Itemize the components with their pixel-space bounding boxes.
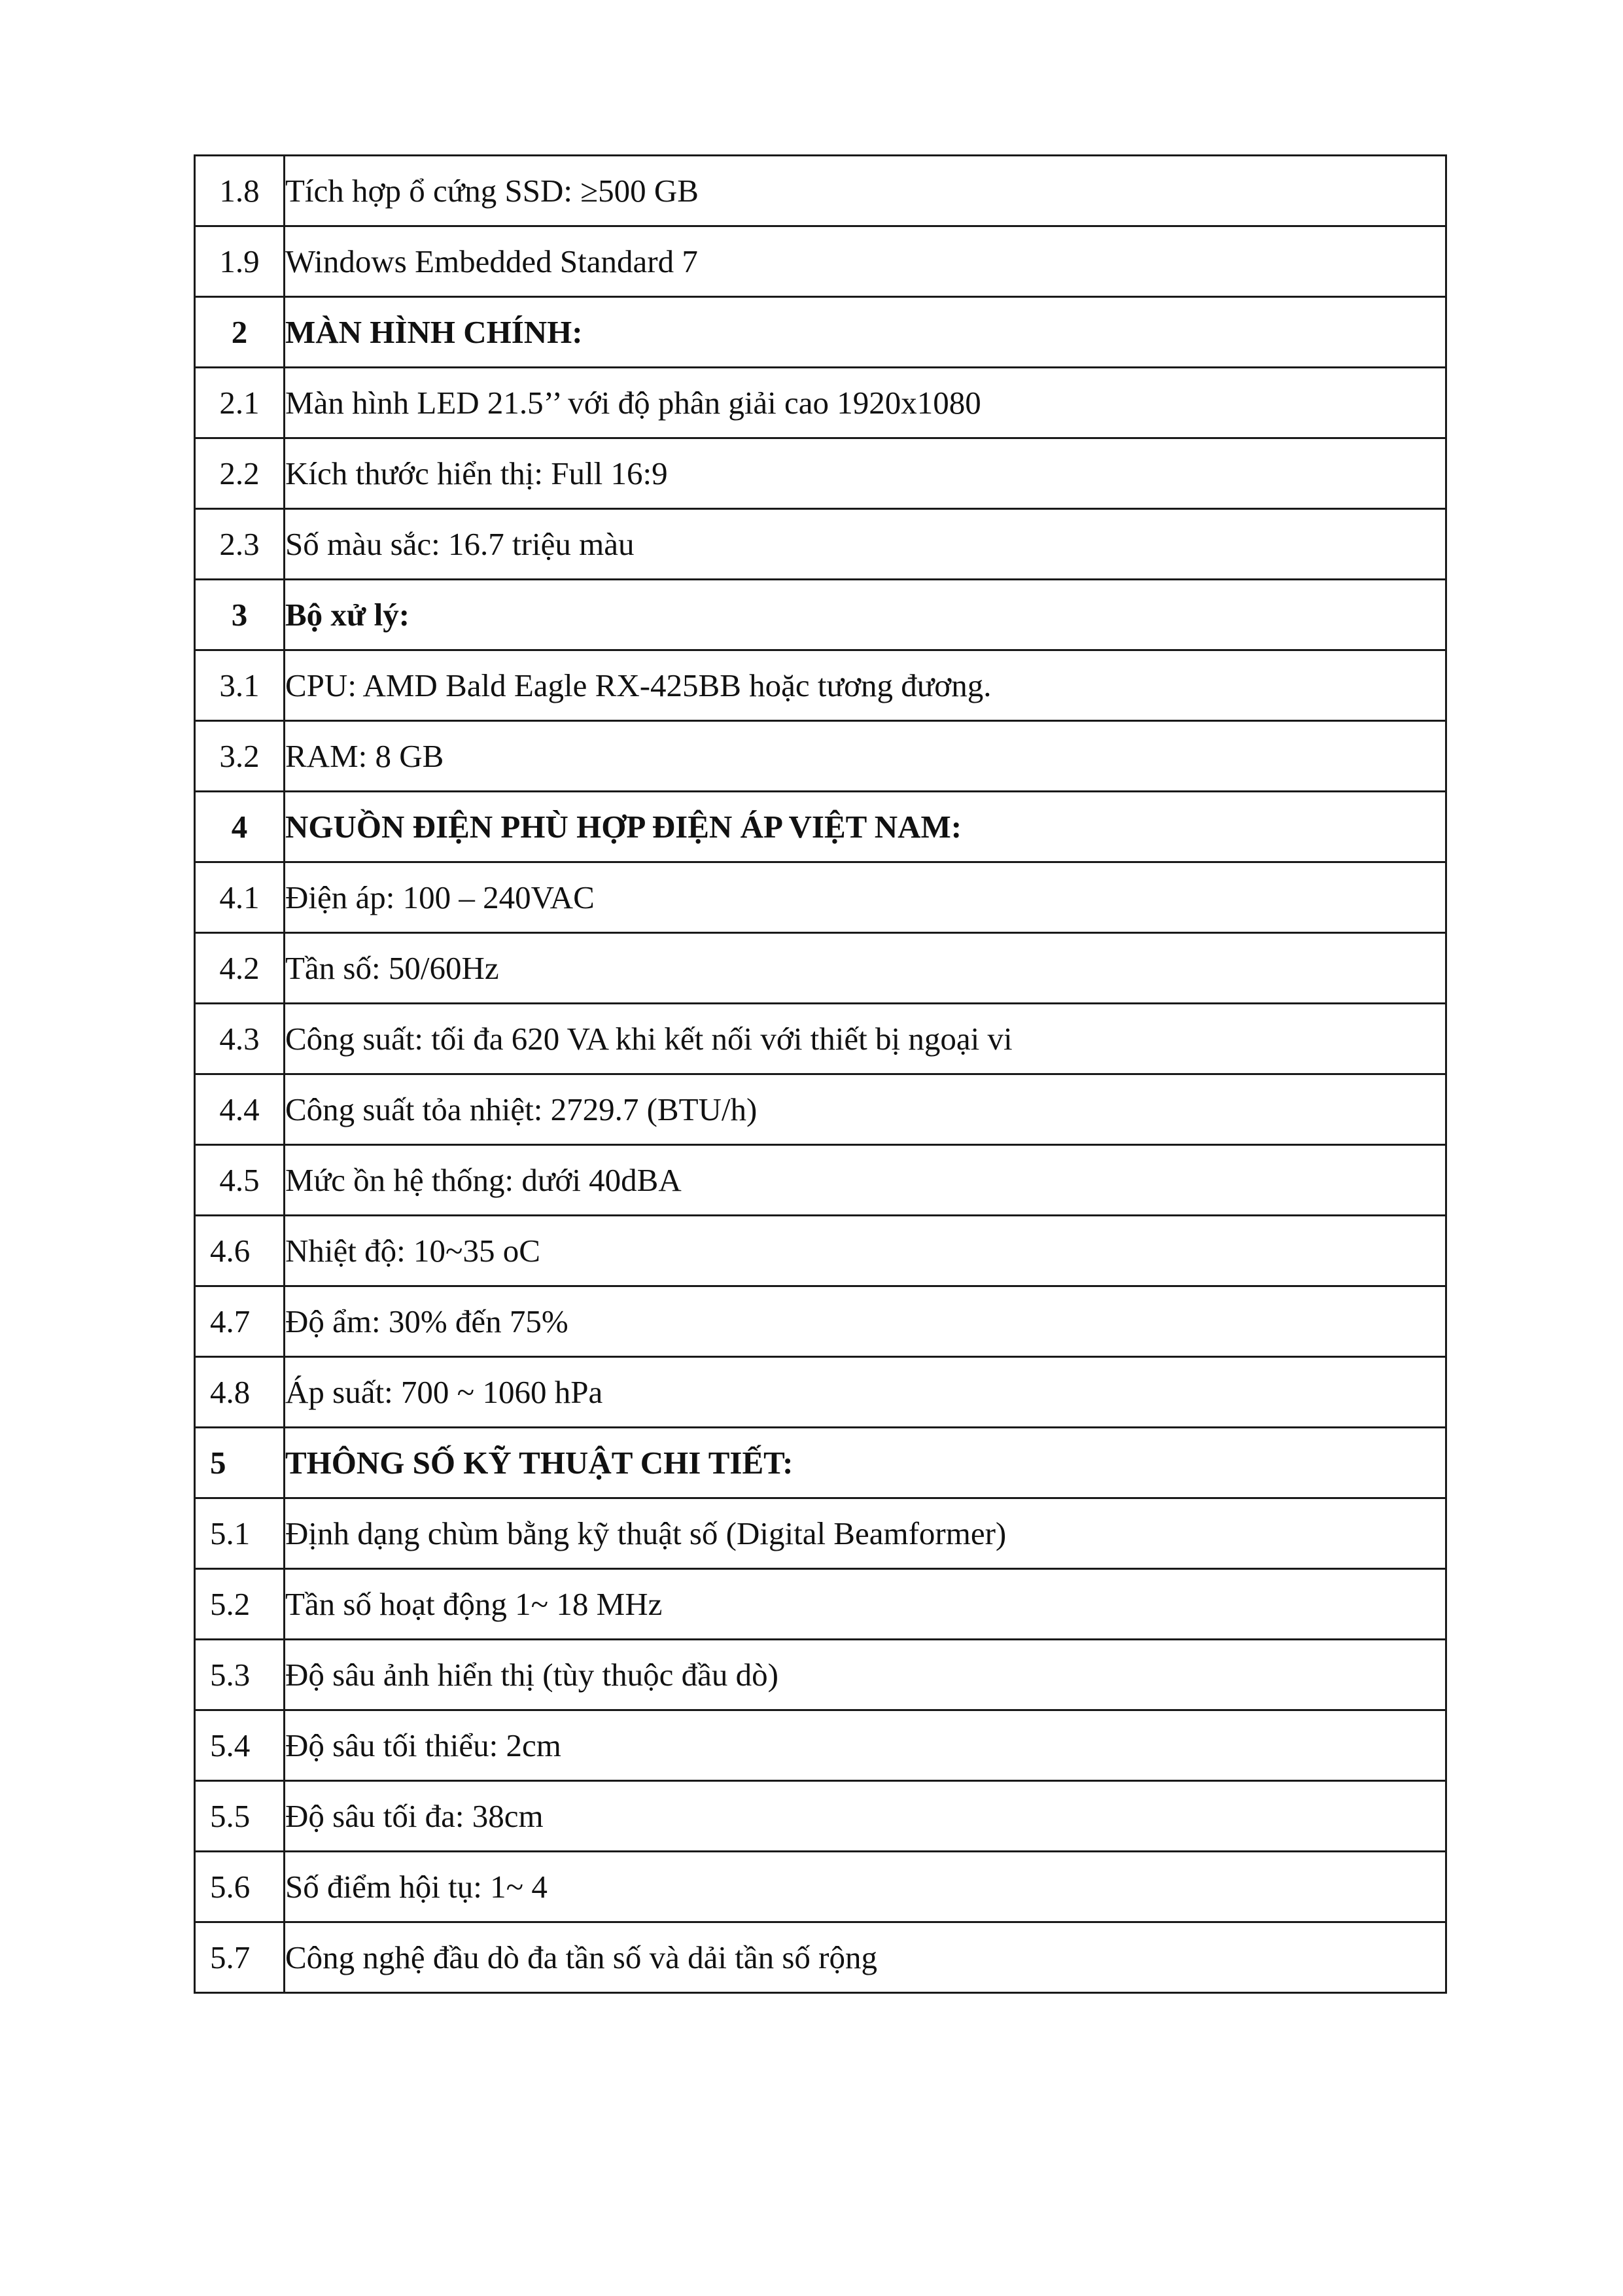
table-row <box>195 1498 1446 1569</box>
item-number-cell: 4.8 <box>195 1357 285 1428</box>
item-description-cell: Công suất: tối đa 620 VA khi kết nối với thiết bị ngoại vi <box>285 1004 1446 1074</box>
table-row <box>195 1569 1446 1640</box>
item-number-cell: 3 <box>195 580 285 650</box>
specification-table <box>194 154 1447 1994</box>
table-row <box>195 226 1446 297</box>
item-number-cell: 3.1 <box>195 650 285 721</box>
table-row <box>195 1216 1446 1286</box>
item-description-cell: CPU: AMD Bald Eagle RX-425BB hoặc tương đương. <box>285 650 1446 721</box>
section-header-row <box>195 1428 1446 1498</box>
item-description-cell: Độ ẩm: 30% đến 75% <box>285 1286 1446 1357</box>
section-title-cell: Bộ xử lý: <box>285 580 1446 650</box>
specification-table-body <box>195 156 1446 1993</box>
table-row <box>195 1357 1446 1428</box>
section-title-cell: THÔNG SỐ KỸ THUẬT CHI TIẾT: <box>285 1428 1446 1498</box>
table-row <box>195 1852 1446 1922</box>
item-description-cell: Điện áp: 100 – 240VAC <box>285 862 1446 933</box>
table-row <box>195 862 1446 933</box>
item-number-cell: 4.6 <box>195 1216 285 1286</box>
item-number-cell: 5.3 <box>195 1640 285 1710</box>
item-description-cell: RAM: 8 GB <box>285 721 1446 792</box>
table-row <box>195 721 1446 792</box>
table-row <box>195 1710 1446 1781</box>
item-number-cell: 2.1 <box>195 368 285 438</box>
item-number-cell: 5.5 <box>195 1781 285 1852</box>
item-number-cell: 5.6 <box>195 1852 285 1922</box>
item-number-cell: 4.7 <box>195 1286 285 1357</box>
table-row <box>195 933 1446 1004</box>
item-number-cell: 4.1 <box>195 862 285 933</box>
item-number-cell: 4.2 <box>195 933 285 1004</box>
item-number-cell: 4.3 <box>195 1004 285 1074</box>
item-number-cell: 5.4 <box>195 1710 285 1781</box>
item-description-cell: Độ sâu tối đa: 38cm <box>285 1781 1446 1852</box>
table-row <box>195 1145 1446 1216</box>
table-row <box>195 1781 1446 1852</box>
item-description-cell: Số màu sắc: 16.7 triệu màu <box>285 509 1446 580</box>
item-number-cell: 5.7 <box>195 1922 285 1993</box>
section-header-row <box>195 580 1446 650</box>
section-title-cell: NGUỒN ĐIỆN PHÙ HỢP ĐIỆN ÁP VIỆT NAM: <box>285 792 1446 862</box>
item-description-cell: Định dạng chùm bằng kỹ thuật số (Digital Beamformer) <box>285 1498 1446 1569</box>
item-number-cell: 2.3 <box>195 509 285 580</box>
item-number-cell: 1.9 <box>195 226 285 297</box>
item-number-cell: 5.1 <box>195 1498 285 1569</box>
item-number-cell: 4.5 <box>195 1145 285 1216</box>
table-row <box>195 1074 1446 1145</box>
section-header-row <box>195 792 1446 862</box>
table-row <box>195 1640 1446 1710</box>
item-description-cell: Tần số hoạt động 1~ 18 MHz <box>285 1569 1446 1640</box>
item-description-cell: Công nghệ đầu dò đa tần số và dải tần số rộng <box>285 1922 1446 1993</box>
table-row <box>195 1004 1446 1074</box>
item-description-cell: Tích hợp ổ cứng SSD: ≥500 GB <box>285 156 1446 226</box>
item-description-cell: Tần số: 50/60Hz <box>285 933 1446 1004</box>
item-description-cell: Nhiệt độ: 10~35 oC <box>285 1216 1446 1286</box>
section-title-cell: MÀN HÌNH CHÍNH: <box>285 297 1446 368</box>
item-description-cell: Mức ồn hệ thống: dưới 40dBA <box>285 1145 1446 1216</box>
table-row <box>195 438 1446 509</box>
item-number-cell: 2.2 <box>195 438 285 509</box>
item-description-cell: Windows Embedded Standard 7 <box>285 226 1446 297</box>
item-number-cell: 5.2 <box>195 1569 285 1640</box>
item-number-cell: 4 <box>195 792 285 862</box>
item-description-cell: Độ sâu tối thiểu: 2cm <box>285 1710 1446 1781</box>
table-row <box>195 1286 1446 1357</box>
section-header-row <box>195 297 1446 368</box>
item-description-cell: Công suất tỏa nhiệt: 2729.7 (BTU/h) <box>285 1074 1446 1145</box>
item-number-cell: 3.2 <box>195 721 285 792</box>
item-description-cell: Số điểm hội tụ: 1~ 4 <box>285 1852 1446 1922</box>
table-row <box>195 1922 1446 1993</box>
table-row <box>195 368 1446 438</box>
table-row <box>195 509 1446 580</box>
item-number-cell: 1.8 <box>195 156 285 226</box>
item-number-cell: 5 <box>195 1428 285 1498</box>
item-description-cell: Kích thước hiển thị: Full 16:9 <box>285 438 1446 509</box>
item-description-cell: Áp suất: 700 ~ 1060 hPa <box>285 1357 1446 1428</box>
item-number-cell: 4.4 <box>195 1074 285 1145</box>
table-row <box>195 650 1446 721</box>
item-description-cell: Độ sâu ảnh hiển thị (tùy thuộc đầu dò) <box>285 1640 1446 1710</box>
item-number-cell: 2 <box>195 297 285 368</box>
table-row <box>195 156 1446 226</box>
item-description-cell: Màn hình LED 21.5’’ với độ phân giải cao 1920x1080 <box>285 368 1446 438</box>
